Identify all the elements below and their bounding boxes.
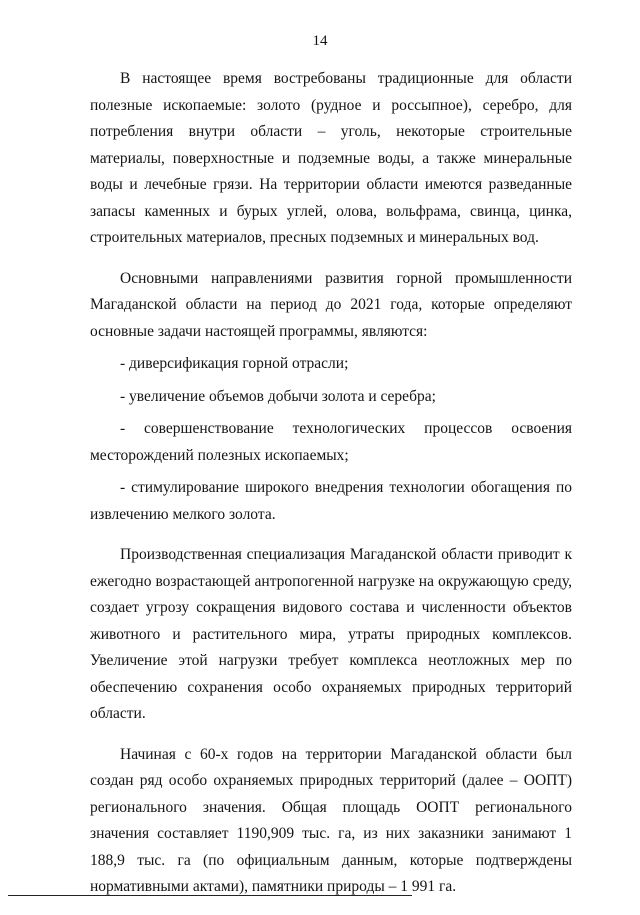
page-number: 14: [312, 33, 328, 49]
paragraph-protected-areas: Начиная с 60-х годов на территории Магаданской области был создан ряд особо охраняемых природных территорий (далее – ООПТ) регионального значения. Общая площадь ООПТ регионального значения составляет 1190,909 тыс. га, из них заказники занимают 1 188,9 тыс. га (по официальным данным, которые подтверждены нормативными актами), памятники природы – 1 991 га.: [90, 745, 572, 895]
paragraph-minerals: В настоящее время востребованы традиционные для области полезные ископаемые: золото (рудное и россыпное), серебро, для потребления внутри области – уголь, некоторые строительные материалы, поверхностные и подземные воды, а также минеральные воды и лечебные грязи. На территории области имеются разведанные запасы каменных и бурых углей, олова, вольфрама, свинца, цинка, строительных материалов, пресных подземных и минеральных вод.: [90, 70, 572, 246]
list-item: - диверсификация горной отрасли;: [120, 355, 349, 372]
footer-divider: [8, 895, 412, 896]
list-item: - совершенствование технологических процессов освоения месторождений полезных ископаемых;: [90, 420, 572, 464]
paragraph-specialization: Производственная специализация Магаданской области приводит к ежегодно возрастающей антропогенной нагрузке на окружающую среду, создает угрозу сокращения видового состава и численности объектов животного и растительного мира, утраты природных комплексов. Увеличение этой нагрузки требует комплекса неотложных мер по обеспечению сохранения особо охраняемых природных территорий области.: [90, 546, 572, 722]
document-body: [90, 66, 572, 915]
list-item: - стимулирование широкого внедрения технологии обогащения по извлечению мелкого золота.: [90, 479, 572, 523]
list-item: - увеличение объемов добычи золота и серебра;: [120, 387, 436, 405]
paragraph-mining-directions: Основными направлениями развития горной промышленности Магаданской области на период до 2021 года, которые определяют основные задачи настоящей программы, являются:: [90, 269, 572, 340]
